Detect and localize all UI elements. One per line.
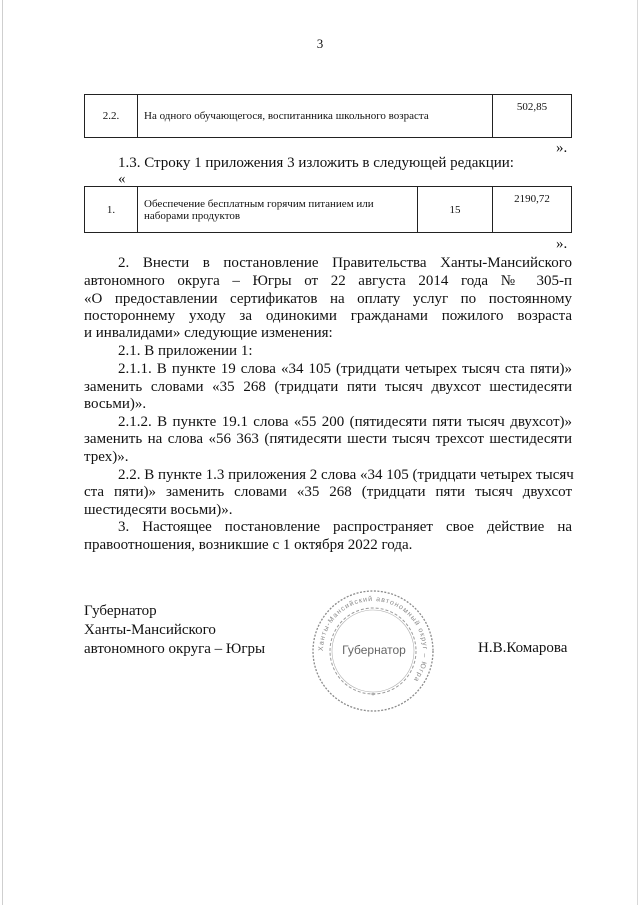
item-2-1-1-line: восьми)». [84,396,147,412]
table-hot-meals [84,186,572,233]
table-cell-value: 502,85 [493,95,572,138]
closing-quote: ». [556,236,568,252]
item-2-2-line: ста пяти)» заменить словами «35 268 (тридцати пяти тысяч двухсот [84,484,572,500]
para2-line: 2. Внести в постановление Правительства Ханты-Мансийского [118,255,572,271]
item-2-1-1-line: 2.1.1. В пункте 19 слова «34 105 (тридцати четырех тысяч ста пяти)» [118,361,572,377]
table-cell-description: На одного обучающегося, воспитанника школьного возраста [138,95,493,138]
signature-title-line: Ханты-Мансийского [84,622,216,638]
para2-line: постороннему уходу за одинокими гражданами пожилого возраста [84,308,572,324]
para2-line: автономного округа – Югры от 22 августа 2014 года № 305-п [84,273,572,289]
item-2-1-2-line: трех)». [84,449,129,465]
para3-line: 3. Настоящее постановление распространяет свое действие на [118,519,572,535]
item-2-1-1-line: заменить словами «35 268 (тридцати пяти тысяч двухсот шестидесяти [84,379,572,395]
scan-edge-right [637,0,638,905]
signature-title-line: Губернатор [84,603,157,619]
page-number: 3 [316,36,324,51]
table-cell-description [138,187,418,233]
para3-line: правоотношения, возникшие с 1 октября 2022 года. [84,537,413,553]
table-rate-school [84,94,572,138]
signature-title-line: автономного округа – Югры [84,641,266,657]
table-row [85,95,572,138]
item-2-1-2-line: 2.1.2. В пункте 19.1 слова «55 200 (пятидесяти пяти тысяч двухсот)» [118,414,572,430]
para2-line: «О предоставлении сертификатов на оплату услуг по постоянному [84,291,572,307]
seal-ring-text: Ханты-Мансийский автономный округ – Югра [317,595,429,684]
item-2-1-2-line: заменить на слова «56 363 (пятидесяти шести тысяч трехсот шестидесяти [84,431,572,447]
table-cell-number: 2.2. [85,95,138,138]
item-2-1: 2.1. В приложении 1: [118,343,253,359]
seal-center-text: Губернатор [342,643,406,657]
description-line: Обеспечение бесплатным горячим питанием или [144,197,374,210]
item-1-3: 1.3. Строку 1 приложения 3 изложить в следующей редакции: [118,155,514,171]
table-cell-quantity: 15 [418,187,493,233]
item-2-2-line: шестидесяти восьми)». [84,502,233,518]
seal-star-icon: * [371,691,375,700]
table-row [85,187,572,233]
table-cell-number: 1. [85,187,138,233]
opening-quote: « [118,171,126,187]
item-2-2-line: 2.2. В пункте 1.3 приложения 2 слова «34 105 (тридцати четырех тысяч [118,467,574,483]
scan-edge-left [2,0,3,905]
official-seal [308,586,438,716]
description-line: наборами продуктов [144,209,241,222]
table-cell-value: 2190,72 [493,187,572,233]
closing-quote: ». [556,140,568,156]
signature-block [84,602,265,659]
para2-line: и инвалидами» следующие изменения: [84,325,333,341]
signer-name: Н.В.Комарова [478,640,568,656]
